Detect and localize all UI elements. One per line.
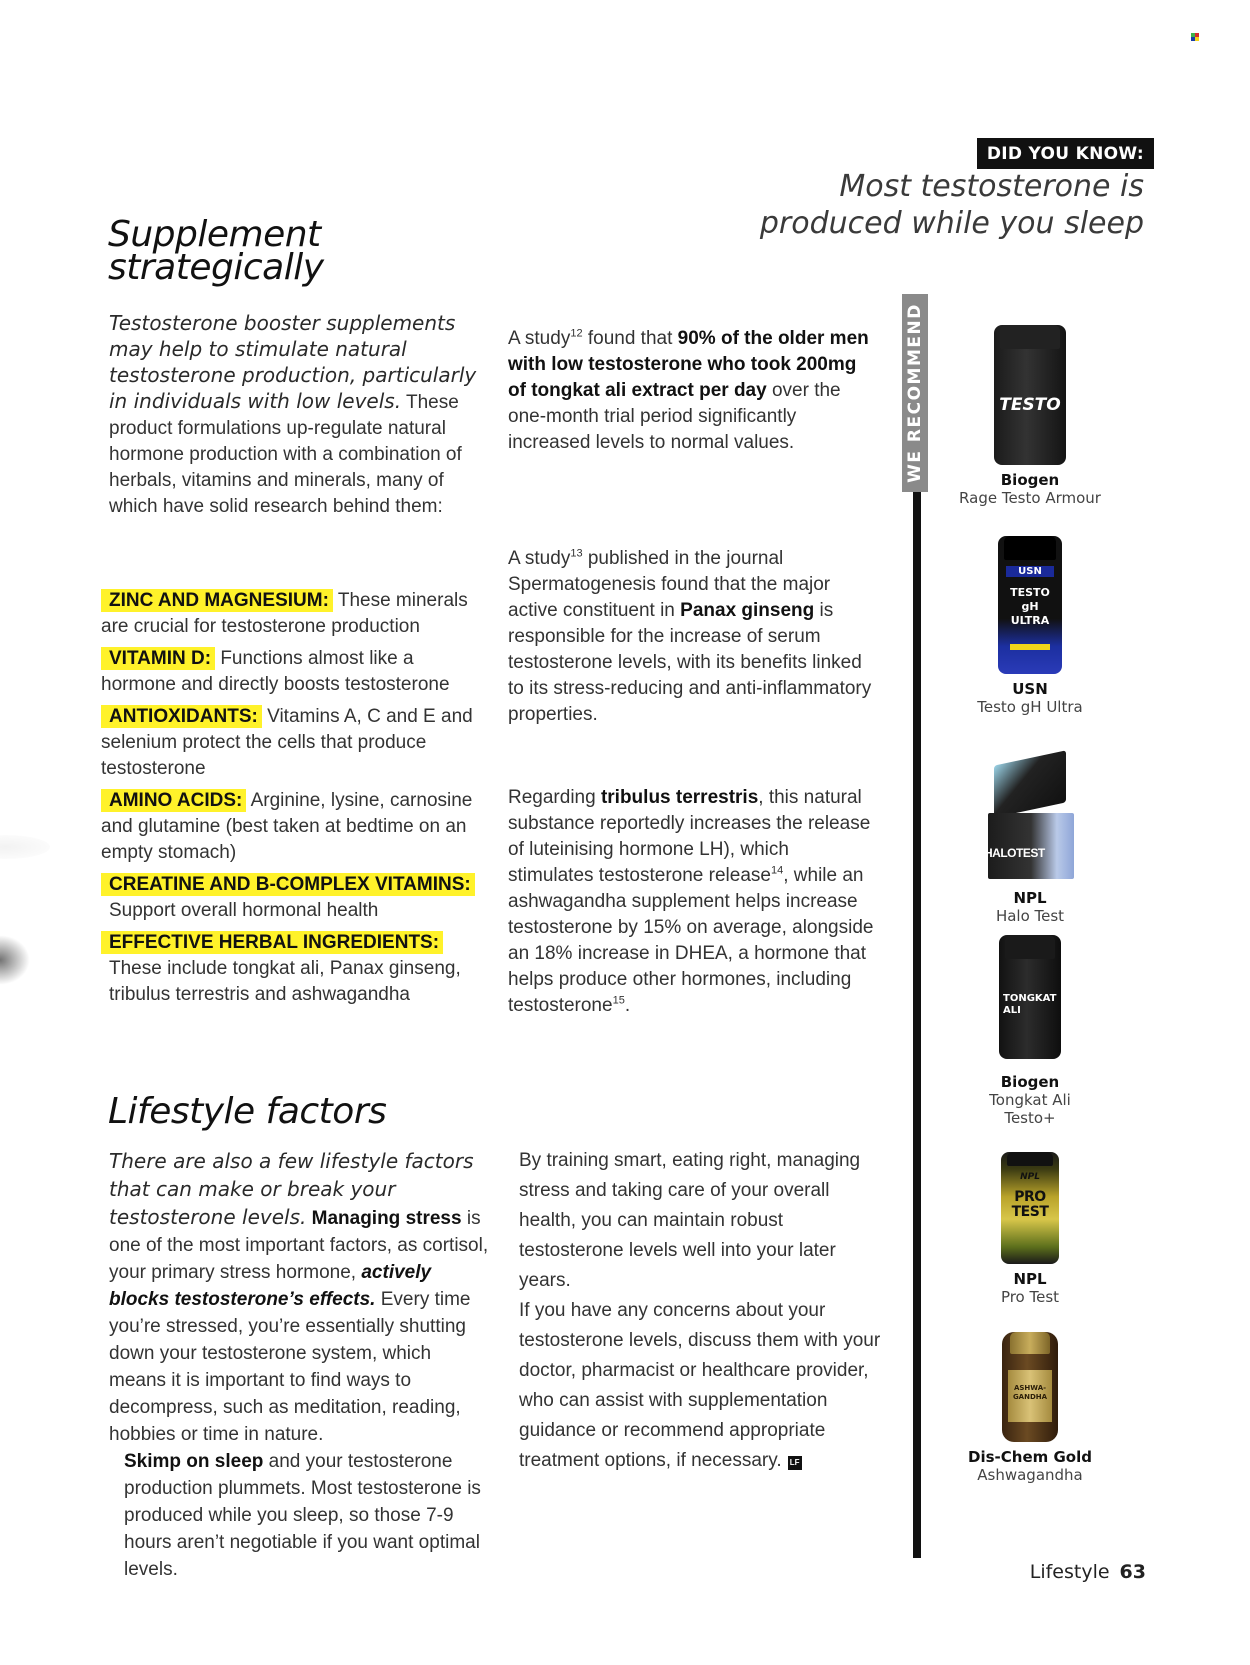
did-you-know-badge: DID YOU KNOW: [977, 138, 1154, 169]
page-number: 63 [1119, 1561, 1146, 1583]
stress-paragraph [109, 1148, 489, 1448]
list-item [101, 588, 491, 640]
bottle-label: TONGKAT ALI [1003, 993, 1057, 1016]
corner-logo-icon [1191, 33, 1199, 41]
product-brand: NPL [1013, 1270, 1047, 1288]
text: and your testosterone production plummets. Most testosterone is produced while you sleep, so those 7-9 hours aren’t negotiable if you want optimal levels. [124, 1451, 481, 1580]
product-brand: NPL [1013, 889, 1047, 907]
text: Regarding [508, 787, 601, 808]
text: is responsible for the increase of serum testosterone levels, with its benefits linked to its stress-reducing and anti-inflammatory properties. [508, 600, 872, 725]
page-smudge [0, 835, 50, 859]
item-text: Arginine, lysine, carnosine and glutamine (best taken at bedtime on an empty stomach) [101, 790, 473, 863]
product-image-bottle [999, 935, 1061, 1059]
footnote-ref: 15 [612, 994, 625, 1007]
product-dischem-gold-ashwagandha[interactable] [940, 1332, 1120, 1484]
page-shadow [0, 935, 30, 985]
product-name: Rage Testo Armour [959, 489, 1101, 507]
footnote-ref: 13 [570, 547, 583, 560]
product-brand: Biogen [1000, 471, 1060, 489]
item-text: Vitamins A, C and E and selenium protect the cells that produce testosterone [101, 706, 473, 779]
list-item [101, 788, 491, 866]
text: found that [582, 328, 678, 349]
did-you-know-line2: produced while you sleep [759, 206, 1144, 241]
bold-text: Panax ginseng [680, 600, 815, 621]
training-paragraph: By training smart, eating right, managing stress and taking care of your overall health, you can maintain robust testosterone levels well into your later years. [519, 1150, 861, 1291]
product-name: Tongkat Ali [989, 1091, 1071, 1109]
bold-text: Skimp on sleep [124, 1451, 264, 1472]
tub-brand-mark: NPL [1020, 1172, 1040, 1182]
product-biogen-tongkat-ali-testo[interactable] [940, 935, 1120, 1127]
item-label: EFFECTIVE HERBAL INGREDIENTS: [101, 931, 443, 954]
product-name: Ashwagandha [977, 1466, 1083, 1484]
text: Every time you’re stressed, you’re essentially shutting down your testosterone system, which means it is important to find ways to decompress, such as meditation, reading, hobbies or time in nature. [109, 1289, 471, 1445]
item-label: CREATINE AND B-COMPLEX VITAMINS: [101, 873, 475, 896]
bold-text: Managing stress [306, 1208, 462, 1229]
end-mark-icon: LF [788, 1456, 802, 1470]
footer-section: Lifestyle [1029, 1561, 1110, 1583]
product-image-bottle [994, 325, 1066, 465]
study-tongkat-paragraph [508, 326, 878, 456]
list-item [101, 646, 491, 698]
text: . [624, 995, 631, 1016]
product-name: Pro Test [1000, 1288, 1060, 1306]
supplement-intro [109, 310, 489, 520]
product-biogen-rage-testo-armour[interactable] [940, 325, 1120, 507]
item-label: ANTIOXIDANTS: [101, 705, 262, 728]
item-text: Functions almost like a hormone and directly boosts testosterone [101, 648, 450, 695]
did-you-know-text [684, 168, 1144, 242]
product-brand: USN [1012, 680, 1048, 698]
tub-label: PRO TEST [1011, 1189, 1049, 1220]
item-label: VITAMIN D: [101, 647, 215, 670]
intro-italic: There are also a few lifestyle factors that can make or break your testosterone levels. [109, 1149, 474, 1229]
list-item [101, 704, 491, 782]
product-image-box [984, 758, 1076, 883]
we-recommend-text: WE RECOMMEND [905, 303, 925, 483]
concerns-paragraph [504, 1296, 884, 1476]
bottle-label: TESTO [999, 395, 1061, 415]
product-image-bottle [1002, 1332, 1058, 1442]
product-npl-pro-test[interactable] [940, 1152, 1120, 1306]
item-label: ZINC AND MAGNESIUM: [101, 589, 333, 612]
product-usn-testo-gh-ultra[interactable] [940, 536, 1120, 716]
tribulus-paragraph [508, 785, 878, 1019]
footnote-ref: 12 [570, 327, 583, 340]
title-line: strategically [108, 247, 324, 288]
footnote-ref: 14 [770, 864, 784, 877]
section-title-supplement [108, 214, 408, 288]
study-ginseng-paragraph [508, 546, 878, 728]
lifestyle-column-1 [109, 1148, 489, 1583]
text: is one of the most important factors, as cortisol, your primary stress hormone, [109, 1208, 489, 1283]
bottle-label: TESTO gH ULTRA [1010, 586, 1050, 627]
product-brand: Biogen [1000, 1073, 1060, 1091]
box-label: HALOTEST [984, 846, 1045, 860]
bold-italic-text: actively blocks testosterone’s effects. [109, 1262, 432, 1310]
text: over the one-month trial period significantly increased levels to normal values. [508, 380, 841, 453]
text: A study [508, 548, 571, 569]
title-line: Supplement [108, 214, 321, 255]
did-you-know-line1: Most testosterone is [839, 169, 1144, 204]
bold-text: 90% of the older men with low testosterone who took 200mg of tongkat ali extract per day [508, 328, 869, 401]
item-text: These include tongkat ali, Panax ginseng, tribulus terrestris and ashwagandha [109, 958, 461, 1005]
bottle-stripe [1010, 644, 1050, 650]
item-label: AMINO ACIDS: [101, 789, 246, 812]
product-image-tub [1001, 1152, 1059, 1264]
list-item [101, 872, 491, 924]
bottle-label: ASHWA-GANDHA [1008, 1370, 1052, 1422]
item-text: Support overall hormonal health [109, 900, 379, 921]
section-title-lifestyle: Lifestyle factors [108, 1091, 387, 1132]
lifestyle-column-2 [504, 1146, 884, 1476]
page-footer [1030, 1561, 1146, 1583]
bottle-brand-mark: USN [1006, 566, 1054, 577]
text: , this natural substance reportedly increases the release of luteinising hormone LH), which stimulates testosterone release [508, 787, 871, 886]
intro-italic: Testosterone booster supplements may help to stimulate natural testosterone production, particularly in individuals with low levels. [109, 311, 477, 413]
we-recommend-label [902, 294, 928, 492]
text: A study [508, 328, 571, 349]
sleep-paragraph [109, 1448, 489, 1583]
bold-text: tribulus terrestris [600, 787, 759, 808]
text: If you have any concerns about your testosterone levels, discuss them with your doctor, pharmacist or healthcare provider, who can assist with supplementation guidance or recommend appropriate treatment options, if necessary. [519, 1300, 881, 1471]
product-image-bottle [998, 536, 1062, 674]
list-item [101, 930, 491, 1008]
text: , while an ashwagandha supplement helps increase testosterone by 15% on average, alongside an 18% increase in DHEA, a hormone that helps produce other hormones, including testosterone [508, 865, 874, 1016]
ingredient-list [101, 588, 491, 1014]
item-text: These minerals are crucial for testosterone production [101, 590, 468, 637]
product-name: Testo gH Ultra [977, 698, 1083, 716]
intro-body: These product formulations up-regulate natural hormone production with a combination of herbals, vitamins and minerals, many of which have solid research behind them: [109, 392, 462, 517]
product-name: Halo Test [995, 907, 1065, 925]
product-brand: Dis-Chem Gold [968, 1448, 1092, 1466]
product-name-line2: Testo+ [1004, 1109, 1056, 1127]
product-npl-halo-test[interactable] [940, 758, 1120, 925]
text: published in the journal Spermatogenesis found that the major active constituent in [508, 548, 831, 621]
